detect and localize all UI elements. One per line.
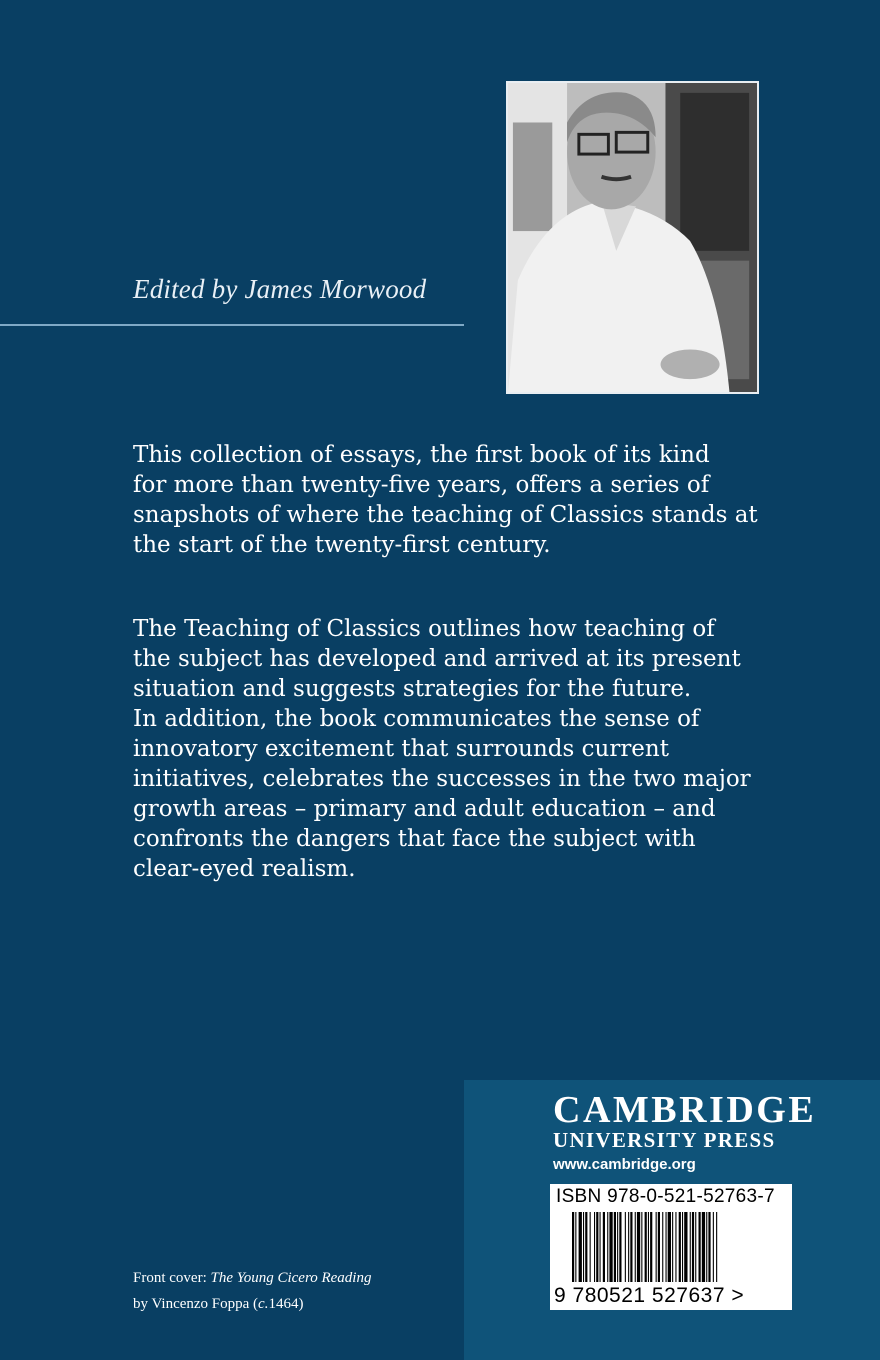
barcode-bar: [585, 1212, 587, 1282]
barcode-bar: [706, 1212, 707, 1282]
isbn-barcode: [550, 1184, 792, 1310]
barcode-bar: [594, 1212, 595, 1282]
barcode-bar: [656, 1212, 657, 1282]
barcode-bar: [713, 1212, 714, 1282]
barcode-bar: [672, 1212, 673, 1282]
description-line: initiatives, celebrates the successes in the two major: [133, 766, 751, 792]
publisher-logo-name: CAMBRIDGE: [553, 1089, 817, 1131]
barcode-bar: [690, 1212, 691, 1282]
barcode-bar: [658, 1212, 660, 1282]
publisher-logo-subtitle: UNIVERSITY PRESS: [553, 1128, 776, 1152]
description-paragraph-2: [133, 614, 823, 884]
editor-credit: Edited by James Morwood: [133, 274, 427, 304]
description-line: innovatory excitement that surrounds current: [133, 736, 669, 762]
cover-credit-year: 1464): [268, 1296, 304, 1312]
barcode-bar: [702, 1212, 705, 1282]
barcode-bar: [666, 1212, 667, 1282]
barcode-bar: [679, 1212, 681, 1282]
barcode-bar: [695, 1212, 696, 1282]
barcode-bar: [648, 1212, 649, 1282]
divider-rule: [0, 324, 464, 326]
barcode-bar: [579, 1212, 582, 1282]
barcode-bar: [628, 1212, 629, 1282]
description-line: This collection of essays, the first book of its kind: [133, 442, 710, 468]
description-line: growth areas – primary and adult education – and: [133, 796, 716, 822]
barcode-digits: 9 780521 527637 >: [554, 1284, 745, 1307]
cover-painting-title: The Young Cicero Reading: [210, 1270, 372, 1286]
barcode-bar: [575, 1212, 576, 1282]
description-line: situation and suggests strategies for the future.: [133, 676, 692, 702]
description-line: In addition, the book communicates the sense of: [133, 706, 700, 732]
barcode-bar: [650, 1212, 652, 1282]
barcode-bar: [699, 1212, 701, 1282]
barcode-bar: [609, 1212, 612, 1282]
description-line: confronts the dangers that face the subject with: [133, 826, 696, 852]
cover-credit-circa: c.: [258, 1296, 269, 1312]
author-photo: [506, 81, 759, 394]
isbn-label: ISBN 978-0-521-52763-7: [556, 1186, 775, 1207]
barcode-bar: [708, 1212, 710, 1282]
description-line: the start of the twenty-first century.: [133, 532, 551, 558]
barcode-bar: [614, 1212, 616, 1282]
barcode-bar: [590, 1212, 591, 1282]
description-line: snapshots of where the teaching of Classics stands at: [133, 502, 758, 528]
description-line: The Teaching of Classics outlines how teaching of: [133, 616, 715, 642]
cover-credit-line-1: [133, 1270, 371, 1287]
barcode-bar: [684, 1212, 687, 1282]
barcode-bar: [630, 1212, 632, 1282]
barcode-bar: [607, 1212, 608, 1282]
barcode-bar: [635, 1212, 636, 1282]
barcode-bar: [716, 1212, 717, 1282]
barcode-bar: [603, 1212, 605, 1282]
barcode-bar: [641, 1212, 642, 1282]
barcode-bar: [675, 1212, 676, 1282]
barcode-bar: [617, 1212, 618, 1282]
barcode-bar: [583, 1212, 584, 1282]
publisher-website: www.cambridge.org: [553, 1156, 696, 1173]
barcode-bar: [600, 1212, 601, 1282]
barcode-bar: [619, 1212, 621, 1282]
barcode-bar: [668, 1212, 671, 1282]
description-line: for more than twenty-five years, offers a series of: [133, 472, 710, 498]
cover-credit-line-2: [133, 1296, 303, 1313]
description-line: the subject has developed and arrived at its present: [133, 646, 741, 672]
description-line: clear-eyed realism.: [133, 856, 356, 882]
barcode-bar: [625, 1212, 626, 1282]
barcode-bar: [692, 1212, 694, 1282]
barcode-bar: [662, 1212, 663, 1282]
description-paragraph-1: [133, 440, 823, 560]
cover-credit-artist: by Vincenzo Foppa (: [133, 1296, 259, 1312]
cover-credit-prefix: Front cover:: [133, 1270, 211, 1286]
barcode-bar: [572, 1212, 574, 1282]
barcode-bar: [645, 1212, 647, 1282]
barcode-bar: [682, 1212, 683, 1282]
barcode-bar: [637, 1212, 640, 1282]
barcode-bar: [596, 1212, 598, 1282]
